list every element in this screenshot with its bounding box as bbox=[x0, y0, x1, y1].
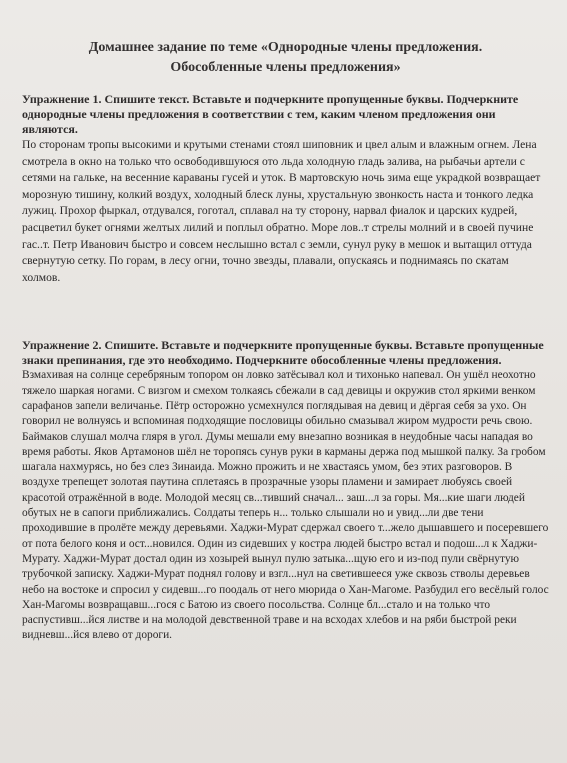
exercise-1 bbox=[22, 92, 549, 286]
exercise-1-heading: Упражнение 1. Спишите текст. Вставьте и подчеркните пропущенные буквы. Подчеркните однородные члены предложения в соответствии с тем, каким членом предложения они являются. bbox=[22, 92, 519, 136]
title-line-1: Домашнее задание по теме «Однородные члены предложения. bbox=[88, 40, 483, 55]
exercise-2-heading: Упражнение 2. Спишите. Вставьте и подчеркните пропущенные буквы. Вставьте пропущенные знаки препинания, где это необходимо. Подчеркните обособленные члены предложения. bbox=[22, 338, 544, 368]
title-line-2: Обособленные члены предложения» bbox=[170, 60, 401, 75]
exercise-2 bbox=[22, 338, 549, 643]
exercise-1-text: По сторонам тропы высокими и крутыми стенами стоял шиповник и цвел алым и влажным огнем. Лена смотрела в окно на только что освободившуюся ото льда холодную гладь залива, на рыбачьи артели с сетями на гальке, на весенние караваны гусей и уток. В мартовскую ночь зима еще украдкой возвращает морозную тишину, колкий воздух, холодный блеск луны, хрустальную звонкость наста и тонкого ледка лужиц. Прохор фыркал, отдувался, гоготал, сплавал на ту сторону, нарвал фиалок и царских кудрей, расцветил букет огнями желтых лилий и поплыл обратно. Море лов..т стрелы молний и в своей пучине гас..т. Петр Иванович быстро и совсем неслышно встал с земли, сунул руку в мешок и вытащил оттуда свернутую сетку. По горам, в лесу огни, точно звезды, плавали, опускаясь и поднимаясь по скатам холмов. bbox=[22, 138, 541, 284]
exercise-2-text: Взмахивая на солнце серебряным топором он ловко затёсывал кол и тихонько напевал. Он ушёл неохотно тяжело шаркая ногами. С визгом и смехом толкаясь сбежали в сад девицы и окружив стол яркими венком сарафанов запели величанье. Пётр осторожно усмехнулся поглядывая на девиц и дёргая себя за ухо. Он говорил не волнуясь и вспоминая подходящие пословицы обильно смазывал жиром мудрости речь свою. Баймаков слушал молча гляря в угол. Думы мешали ему внезапно возникая в неудобные часы нападая во время работы. Яков Артамонов шёл не торопясь сунув руки в карманы держа под мышкой палку. За гробом шагала нахмурясь, но без слез Зинаида. Можно прожить и не хвастаясь умом, без этих разговоров. В воздухе трепещет золотая паутина сплетаясь в прозрачные узоры пламени и замирает любуясь своей красотой отражённой в воде. Молодой месяц св...тивший сначал... заш...л за горы. Мя...кие шаги людей обутых не в сапоги приближались. Солдаты теперь н... только слышали но и увид...ли две тени проходившие в пролёте между деревьями. Хаджи-Мурат сдержал своего т...жело дышавшего и посеревшего от пота белого коня и ост...новился. Один из сидевших у костра людей быстро встал и подош...л к Хаджи-Мурату. Хаджи-Мурат достал один из хозырей вынул пулю затыка...щую его и из-под пули свёрнутую трубочкой записку. Хаджи-Мурат поднял голову и взгл...нул на светившееся уже сквозь стволы деревьев небо на востоке и спросил у сидевш...го поодаль от него мюрида о Хан-Магоме. Разбудил его весёлый голос Хан-Магомы возвращавш...гося с Батою из своего посольства. Солнце бл...стало и на только что распустивш...йся листве и на молодой девственной траве и на всходах хлебов и на ряби быстрой реки видневш...йся влево от дороги. bbox=[22, 369, 549, 642]
document-title bbox=[22, 38, 549, 78]
